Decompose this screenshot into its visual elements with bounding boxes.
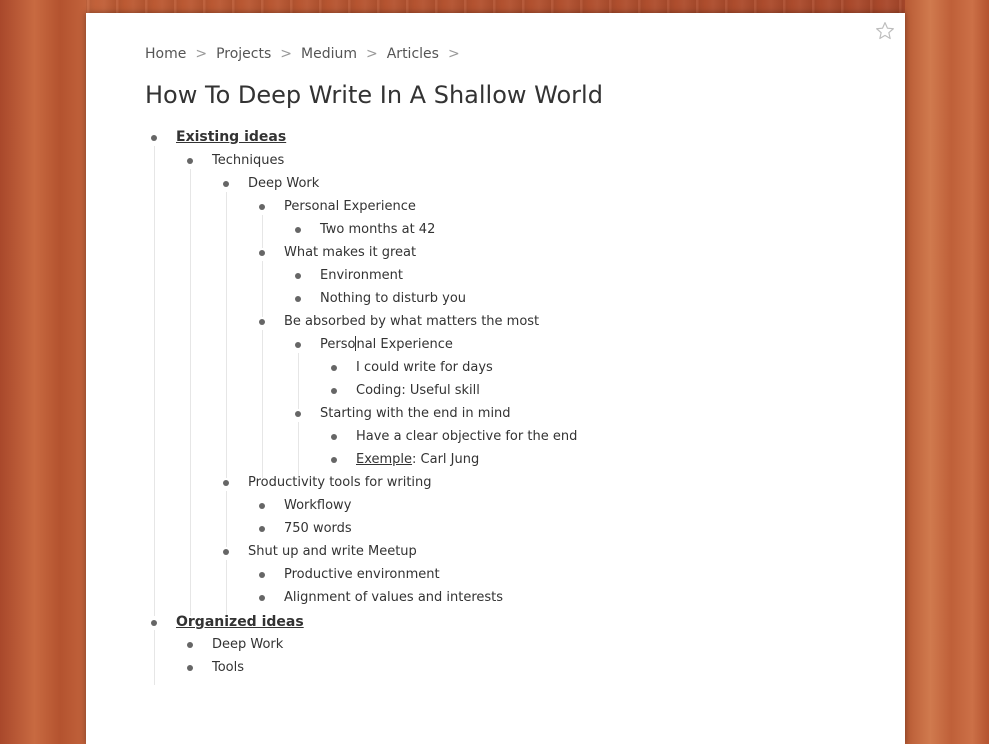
- bullet-icon[interactable]: [187, 642, 193, 648]
- bullet-icon[interactable]: [187, 158, 193, 164]
- bullet-icon[interactable]: [295, 296, 301, 302]
- bullet-icon[interactable]: [151, 620, 157, 626]
- bullet-icon[interactable]: [295, 411, 301, 417]
- bullet-icon[interactable]: [223, 181, 229, 187]
- breadcrumb-home[interactable]: Home: [145, 46, 187, 62]
- bullet-icon[interactable]: [331, 457, 337, 463]
- bullet-icon[interactable]: [331, 434, 337, 440]
- star-icon[interactable]: [875, 21, 895, 41]
- outline-item-text[interactable]: Two months at 42: [320, 222, 436, 237]
- wood-background-right: [905, 0, 989, 744]
- outline-guide-line: [262, 261, 263, 317]
- bullet-icon[interactable]: [259, 319, 265, 325]
- outline-guide-line: [262, 330, 263, 478]
- outline-item-text[interactable]: Productive environment: [284, 567, 440, 582]
- bullet-icon[interactable]: [259, 503, 265, 509]
- outline-item-text[interactable]: Shut up and write Meetup: [248, 544, 417, 559]
- outline-item-text[interactable]: Alignment of values and interests: [284, 590, 504, 605]
- bullet-icon[interactable]: [331, 388, 337, 394]
- outline-guide-line: [298, 353, 299, 409]
- text-caret: [355, 336, 356, 351]
- outline-item-text[interactable]: Techniques: [212, 153, 285, 168]
- outline-item-text[interactable]: Workflowy: [284, 498, 352, 513]
- bullet-icon[interactable]: [331, 365, 337, 371]
- breadcrumb-separator: >: [280, 46, 293, 62]
- outline-item-text[interactable]: Coding: Useful skill: [356, 383, 480, 398]
- outline-item-text[interactable]: Nothing to disturb you: [320, 291, 467, 306]
- breadcrumb: [145, 46, 469, 62]
- bullet-icon[interactable]: [295, 273, 301, 279]
- bullet-icon[interactable]: [295, 342, 301, 348]
- outline-item-text[interactable]: Personal Experience: [284, 199, 416, 214]
- bullet-icon[interactable]: [259, 526, 265, 532]
- outline-item-text[interactable]: Personal Experience: [320, 337, 453, 352]
- wood-background-left: [0, 0, 86, 744]
- outline-item-text[interactable]: Productivity tools for writing: [248, 475, 432, 490]
- breadcrumb-articles[interactable]: Articles: [386, 46, 439, 62]
- outline-guide-line: [226, 491, 227, 547]
- outline-item-text[interactable]: Have a clear objective for the end: [356, 429, 578, 444]
- outline-guide-line: [226, 192, 227, 478]
- outline-item-text[interactable]: Deep Work: [212, 637, 284, 652]
- breadcrumb-separator: >: [447, 46, 460, 62]
- outline-item-text[interactable]: Exemple: Carl Jung: [356, 452, 480, 467]
- breadcrumb-medium[interactable]: Medium: [301, 46, 357, 62]
- bullet-icon[interactable]: [151, 135, 157, 141]
- outline-guide-line: [154, 630, 155, 685]
- outline-item-text[interactable]: Tools: [212, 660, 245, 675]
- outline-item-text[interactable]: Deep Work: [248, 176, 320, 191]
- outline-item-text[interactable]: Environment: [320, 268, 404, 283]
- exemple-link[interactable]: Exemple: [356, 452, 413, 467]
- bullet-icon[interactable]: [295, 227, 301, 233]
- outline-guide-line: [226, 560, 227, 616]
- page-title[interactable]: How To Deep Write In A Shallow World: [145, 81, 603, 109]
- bullet-icon[interactable]: [259, 595, 265, 601]
- outline-item-text[interactable]: Organized ideas: [176, 614, 304, 630]
- document-page: [86, 13, 905, 744]
- outline-item-text[interactable]: What makes it great: [284, 245, 417, 260]
- outline-item-text[interactable]: 750 words: [284, 521, 352, 536]
- breadcrumb-separator: >: [195, 46, 208, 62]
- breadcrumb-separator: >: [366, 46, 378, 62]
- outline-guide-line: [154, 146, 155, 616]
- outline-guide-line: [298, 422, 299, 478]
- bullet-icon[interactable]: [259, 204, 265, 210]
- bullet-icon[interactable]: [223, 549, 229, 555]
- outline-item-text[interactable]: Be absorbed by what matters the most: [284, 314, 540, 329]
- outline-guide-line: [190, 169, 191, 616]
- bullet-icon[interactable]: [259, 572, 265, 578]
- breadcrumb-projects[interactable]: Projects: [216, 46, 272, 62]
- bullet-icon[interactable]: [223, 480, 229, 486]
- bullet-icon[interactable]: [259, 250, 265, 256]
- outline-guide-line: [262, 215, 263, 248]
- bullet-icon[interactable]: [187, 665, 193, 671]
- outline-item-text[interactable]: I could write for days: [356, 360, 493, 375]
- outline-item-text[interactable]: Existing ideas: [176, 129, 287, 145]
- outline-item-text[interactable]: Starting with the end in mind: [320, 406, 511, 421]
